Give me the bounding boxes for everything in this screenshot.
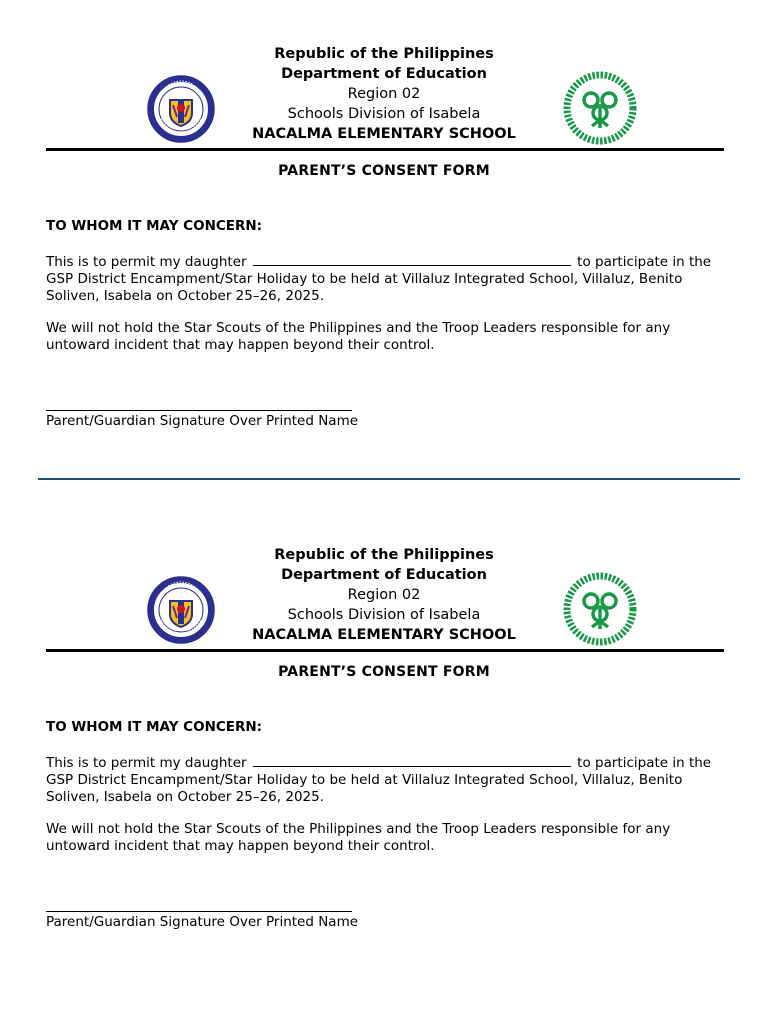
permission-text-prefix: This is to permit my daughter: [46, 254, 247, 270]
signature-label: Parent/Guardian Signature Over Printed Name: [46, 413, 359, 429]
daughter-name-blank[interactable]: [253, 754, 571, 767]
letterhead: [0, 545, 768, 645]
form-title: PARENT’S CONSENT FORM: [278, 163, 490, 179]
header-department: Department of Education: [281, 567, 487, 583]
header-division: Schools Division of Isabela: [287, 106, 481, 122]
liability-paragraph: We will not hold the Star Scouts of the Philippines and the Troop Leaders responsible for any untoward incident that may happen beyond their control.: [46, 320, 671, 353]
cut-separator: [38, 478, 740, 480]
header-region: Region 02: [347, 587, 421, 603]
header-school: NACALMA ELEMENTARY SCHOOL: [252, 126, 516, 142]
header-republic: Republic of the Philippines: [274, 46, 494, 62]
consent-form-bottom: [0, 501, 768, 971]
header-republic: Republic of the Philippines: [274, 547, 494, 563]
form-title: PARENT’S CONSENT FORM: [278, 664, 490, 680]
letterhead: [0, 44, 768, 144]
header-division: Schools Division of Isabela: [287, 607, 481, 623]
header-rule: [46, 148, 724, 151]
salutation: TO WHOM IT MAY CONCERN:: [46, 218, 263, 234]
daughter-name-blank[interactable]: [253, 253, 571, 266]
signature-line[interactable]: [46, 911, 352, 912]
permission-text-suffix: to participate in the GSP District Encampment/Star Holiday to be held at Villaluz Integrated School, Villaluz, Benito Soliven, Isabela on October 25–26, 2025.: [46, 254, 712, 304]
deped-seal-icon: [147, 75, 215, 143]
liability-paragraph: We will not hold the Star Scouts of the Philippines and the Troop Leaders responsible for any untoward incident that may happen beyond their control.: [46, 821, 671, 854]
consent-form-top: [0, 0, 768, 470]
permission-paragraph: [46, 754, 726, 806]
header-department: Department of Education: [281, 66, 487, 82]
signature-label: Parent/Guardian Signature Over Printed Name: [46, 914, 359, 930]
signature-line[interactable]: [46, 410, 352, 411]
header-school: NACALMA ELEMENTARY SCHOOL: [252, 627, 516, 643]
deped-seal-icon: [147, 576, 215, 644]
permission-text-suffix: to participate in the GSP District Encampment/Star Holiday to be held at Villaluz Integrated School, Villaluz, Benito Soliven, Isabela on October 25–26, 2025.: [46, 755, 712, 805]
header-rule: [46, 649, 724, 652]
salutation: TO WHOM IT MAY CONCERN:: [46, 719, 263, 735]
header-region: Region 02: [347, 86, 421, 102]
permission-text-prefix: This is to permit my daughter: [46, 755, 247, 771]
permission-paragraph: [46, 253, 726, 305]
girl-scouts-trefoil-icon: [562, 70, 638, 146]
girl-scouts-trefoil-icon: [562, 571, 638, 647]
